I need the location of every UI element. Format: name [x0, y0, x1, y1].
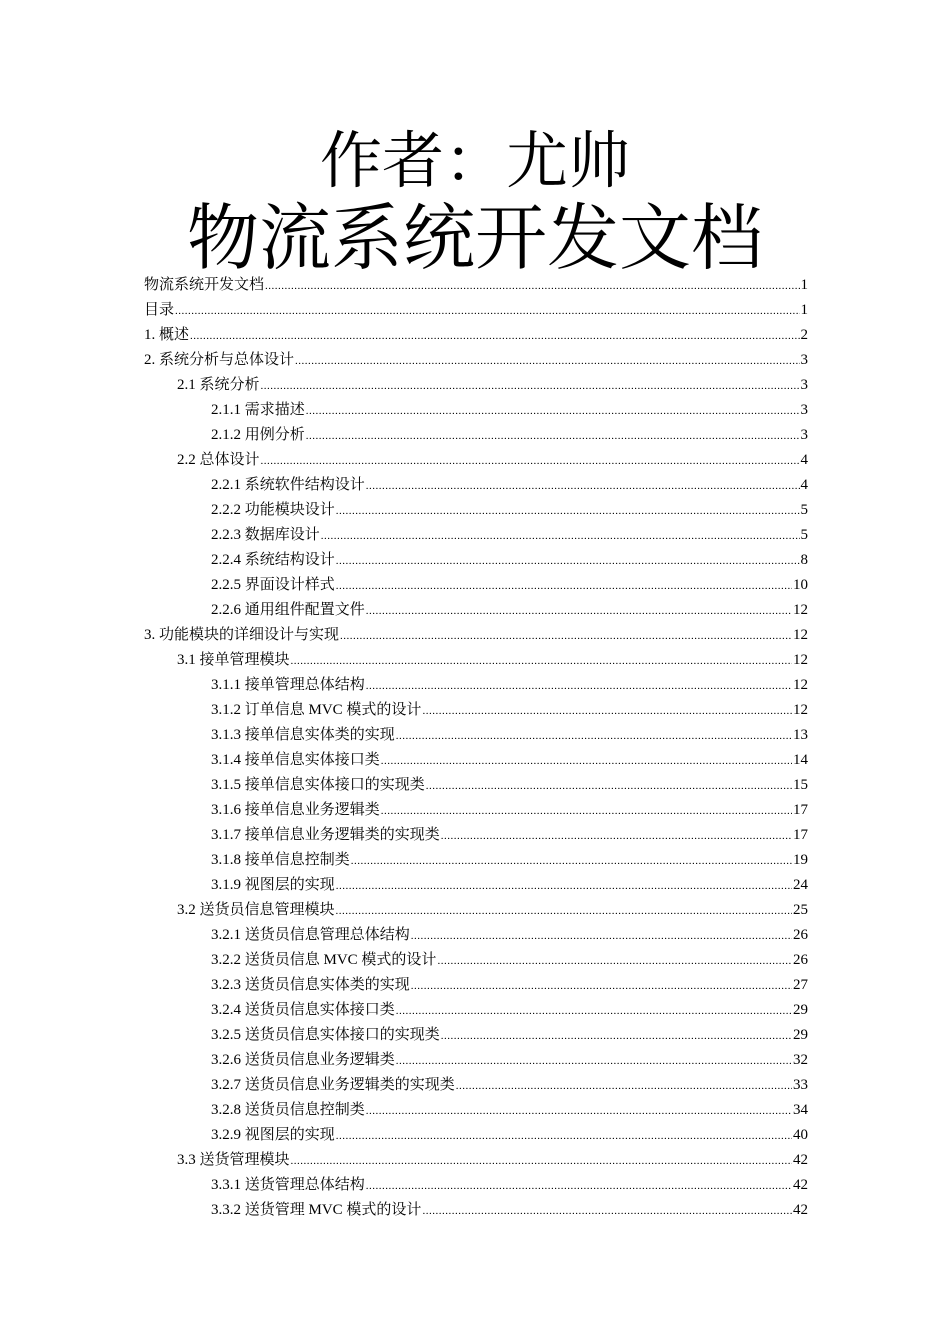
toc-dot-leader [422, 699, 792, 724]
toc-entry-label: 3.2.7 送货员信息业务逻辑类的实现类 [211, 1077, 455, 1093]
toc-entry-label: 目录 [144, 302, 175, 318]
toc-entry-page-number: 19 [793, 852, 808, 868]
toc-entry-label: 3.3 送货管理模块 [177, 1152, 290, 1168]
toc-entry[interactable] [144, 948, 808, 973]
toc-entry-page-number: 12 [793, 602, 808, 618]
toc-entry-page-number: 29 [793, 1027, 808, 1043]
toc-entry-label: 3.2.5 送货员信息实体接口的实现类 [211, 1027, 440, 1043]
toc-entry-page-number: 34 [793, 1102, 808, 1118]
toc-entry-label: 物流系统开发文档 [144, 277, 265, 293]
toc-entry-label: 3.1.7 接单信息业务逻辑类的实现类 [211, 827, 440, 843]
toc-dot-leader [396, 1049, 792, 1074]
toc-dot-leader [396, 999, 792, 1024]
toc-entry-page-number: 33 [793, 1077, 808, 1093]
toc-dot-leader [411, 974, 792, 999]
toc-entry[interactable] [144, 648, 808, 673]
toc-entry-page-number: 3 [800, 352, 808, 368]
toc-dot-leader [366, 674, 792, 699]
toc-entry-page-number: 4 [800, 452, 808, 468]
toc-entry-page-number: 32 [793, 1052, 808, 1068]
toc-dot-leader [190, 324, 799, 349]
toc-entry-page-number: 26 [793, 952, 808, 968]
toc-entry-page-number: 12 [793, 677, 808, 693]
toc-entry-page-number: 27 [793, 977, 808, 993]
toc-entry-page-number: 12 [793, 627, 808, 643]
toc-entry-label: 3.2.1 送货员信息管理总体结构 [211, 927, 410, 943]
toc-entry[interactable] [144, 798, 808, 823]
toc-entry[interactable] [144, 848, 808, 873]
toc-entry-page-number: 5 [800, 502, 808, 518]
toc-entry-label: 3.2.3 送货员信息实体类的实现 [211, 977, 410, 993]
toc-entry[interactable] [144, 1098, 808, 1123]
toc-entry-page-number: 29 [793, 1002, 808, 1018]
toc-dot-leader [295, 349, 799, 374]
toc-entry-page-number: 42 [793, 1177, 808, 1193]
toc-entry-label: 3.2.4 送货员信息实体接口类 [211, 1002, 395, 1018]
toc-dot-leader [411, 924, 792, 949]
toc-entry-page-number: 14 [793, 752, 808, 768]
toc-entry-label: 3.2.8 送货员信息控制类 [211, 1102, 365, 1118]
toc-entry-page-number: 1 [800, 302, 808, 318]
toc-dot-leader [396, 724, 792, 749]
toc-entry-label: 1. 概述 [144, 327, 190, 343]
toc-dot-leader [422, 1199, 792, 1224]
toc-entry-label: 3.1.1 接单管理总体结构 [211, 677, 365, 693]
toc-dot-leader [261, 449, 800, 474]
toc-entry[interactable] [144, 823, 808, 848]
toc-entry-label: 3.1.8 接单信息控制类 [211, 852, 350, 868]
toc-dot-leader [336, 1124, 792, 1149]
toc-entry-page-number: 26 [793, 927, 808, 943]
toc-entry-label: 3.2.9 视图层的实现 [211, 1127, 335, 1143]
toc-entry-page-number: 13 [793, 727, 808, 743]
toc-entry-label: 2.2.5 界面设计样式 [211, 577, 335, 593]
toc-entry[interactable] [144, 673, 808, 698]
toc-dot-leader [321, 524, 800, 549]
toc-entry[interactable] [144, 498, 808, 523]
toc-entry[interactable] [144, 398, 808, 423]
toc-dot-leader [366, 1174, 792, 1199]
toc-entry[interactable] [144, 1148, 808, 1173]
toc-entry[interactable] [144, 1198, 808, 1223]
toc-entry-page-number: 10 [793, 577, 808, 593]
toc-entry-label: 2.2 总体设计 [177, 452, 260, 468]
toc-entry-page-number: 12 [793, 652, 808, 668]
toc-entry-label: 3.1.6 接单信息业务逻辑类 [211, 802, 380, 818]
toc-dot-leader [336, 549, 800, 574]
toc-dot-leader [366, 1099, 792, 1124]
toc-entry[interactable] [144, 448, 808, 473]
toc-entry[interactable] [144, 698, 808, 723]
toc-entry-page-number: 3 [800, 427, 808, 443]
toc-entry-label: 2.2.1 系统软件结构设计 [211, 477, 365, 493]
toc-entry[interactable] [144, 598, 808, 623]
toc-entry[interactable] [144, 298, 808, 323]
toc-entry[interactable] [144, 898, 808, 923]
toc-entry[interactable] [144, 873, 808, 898]
toc-entry-page-number: 12 [793, 702, 808, 718]
toc-dot-leader [366, 474, 800, 499]
toc-entry-page-number: 42 [793, 1152, 808, 1168]
toc-entry-label: 2.1.1 需求描述 [211, 402, 305, 418]
toc-entry-page-number: 17 [793, 827, 808, 843]
toc-entry-label: 3.2.2 送货员信息 MVC 模式的设计 [211, 952, 437, 968]
toc-entry[interactable] [144, 1048, 808, 1073]
toc-dot-leader [351, 849, 792, 874]
toc-entry[interactable] [144, 923, 808, 948]
toc-entry-page-number: 8 [800, 552, 808, 568]
toc-entry-label: 2.2.4 系统结构设计 [211, 552, 335, 568]
toc-entry-page-number: 5 [800, 527, 808, 543]
toc-entry[interactable] [144, 1173, 808, 1198]
toc-entry-label: 3.1.4 接单信息实体接口类 [211, 752, 380, 768]
toc-dot-leader [336, 499, 800, 524]
toc-entry-page-number: 15 [793, 777, 808, 793]
toc-entry[interactable] [144, 348, 808, 373]
toc-entry-page-number: 2 [800, 327, 808, 343]
toc-entry[interactable] [144, 548, 808, 573]
toc-dot-leader [261, 374, 800, 399]
toc-entry[interactable] [144, 1023, 808, 1048]
toc-entry-page-number: 24 [793, 877, 808, 893]
toc-entry-label: 2.1.2 用例分析 [211, 427, 305, 443]
toc-entry[interactable] [144, 473, 808, 498]
toc-dot-leader [381, 799, 792, 824]
toc-entry-page-number: 25 [793, 902, 808, 918]
toc-entry-page-number: 40 [793, 1127, 808, 1143]
toc-entry-page-number: 4 [800, 477, 808, 493]
toc-entry[interactable] [144, 323, 808, 348]
toc-entry-label: 3.3.2 送货管理 MVC 模式的设计 [211, 1202, 422, 1218]
toc-entry-label: 3.2 送货员信息管理模块 [177, 902, 335, 918]
toc-entry-label: 3.1.9 视图层的实现 [211, 877, 335, 893]
toc-dot-leader [265, 274, 799, 299]
toc-dot-leader [291, 1149, 792, 1174]
toc-dot-leader [336, 899, 792, 924]
toc-entry-label: 2.2.6 通用组件配置文件 [211, 602, 365, 618]
toc-entry[interactable] [144, 748, 808, 773]
toc-dot-leader [426, 774, 792, 799]
toc-dot-leader [340, 624, 792, 649]
toc-dot-leader [441, 1024, 792, 1049]
toc-entry-label: 2.1 系统分析 [177, 377, 260, 393]
toc-entry[interactable] [144, 723, 808, 748]
toc-entry[interactable] [144, 773, 808, 798]
document-title: 物流系统开发文档 [186, 199, 763, 279]
toc-entry[interactable] [144, 1073, 808, 1098]
toc-dot-leader [306, 424, 800, 449]
toc-entry[interactable] [144, 573, 808, 598]
toc-entry[interactable] [144, 1123, 808, 1148]
toc-dot-leader [336, 874, 792, 899]
toc-entry[interactable] [144, 423, 808, 448]
toc-entry-label: 2. 系统分析与总体设计 [144, 352, 295, 368]
toc-entry-label: 3.1 接单管理模块 [177, 652, 290, 668]
toc-entry-page-number: 1 [800, 277, 808, 293]
toc-entry-label: 3.3.1 送货管理总体结构 [211, 1177, 365, 1193]
toc-dot-leader [381, 749, 792, 774]
toc-dot-leader [175, 299, 799, 324]
toc-dot-leader [441, 824, 792, 849]
toc-entry[interactable] [144, 273, 808, 298]
toc-dot-leader [306, 399, 800, 424]
toc-entry-label: 3.1.3 接单信息实体类的实现 [211, 727, 395, 743]
toc-entry-page-number: 3 [800, 377, 808, 393]
table-of-contents [144, 273, 808, 1223]
toc-entry-label: 3. 功能模块的详细设计与实现 [144, 627, 340, 643]
author-line: 作者：尤帅 [319, 128, 630, 196]
toc-entry[interactable] [144, 623, 808, 648]
toc-entry-page-number: 42 [793, 1202, 808, 1218]
toc-entry-label: 3.2.6 送货员信息业务逻辑类 [211, 1052, 395, 1068]
toc-dot-leader [291, 649, 792, 674]
toc-entry[interactable] [144, 973, 808, 998]
toc-entry[interactable] [144, 523, 808, 548]
toc-entry-label: 2.2.3 数据库设计 [211, 527, 320, 543]
toc-dot-leader [456, 1074, 792, 1099]
toc-entry[interactable] [144, 373, 808, 398]
toc-entry-page-number: 3 [800, 402, 808, 418]
toc-dot-leader [437, 949, 792, 974]
toc-entry-page-number: 17 [793, 802, 808, 818]
toc-dot-leader [366, 599, 792, 624]
toc-entry-label: 3.1.5 接单信息实体接口的实现类 [211, 777, 425, 793]
toc-dot-leader [336, 574, 792, 599]
toc-entry-label: 3.1.2 订单信息 MVC 模式的设计 [211, 702, 422, 718]
toc-entry-label: 2.2.2 功能模块设计 [211, 502, 335, 518]
toc-entry[interactable] [144, 998, 808, 1023]
